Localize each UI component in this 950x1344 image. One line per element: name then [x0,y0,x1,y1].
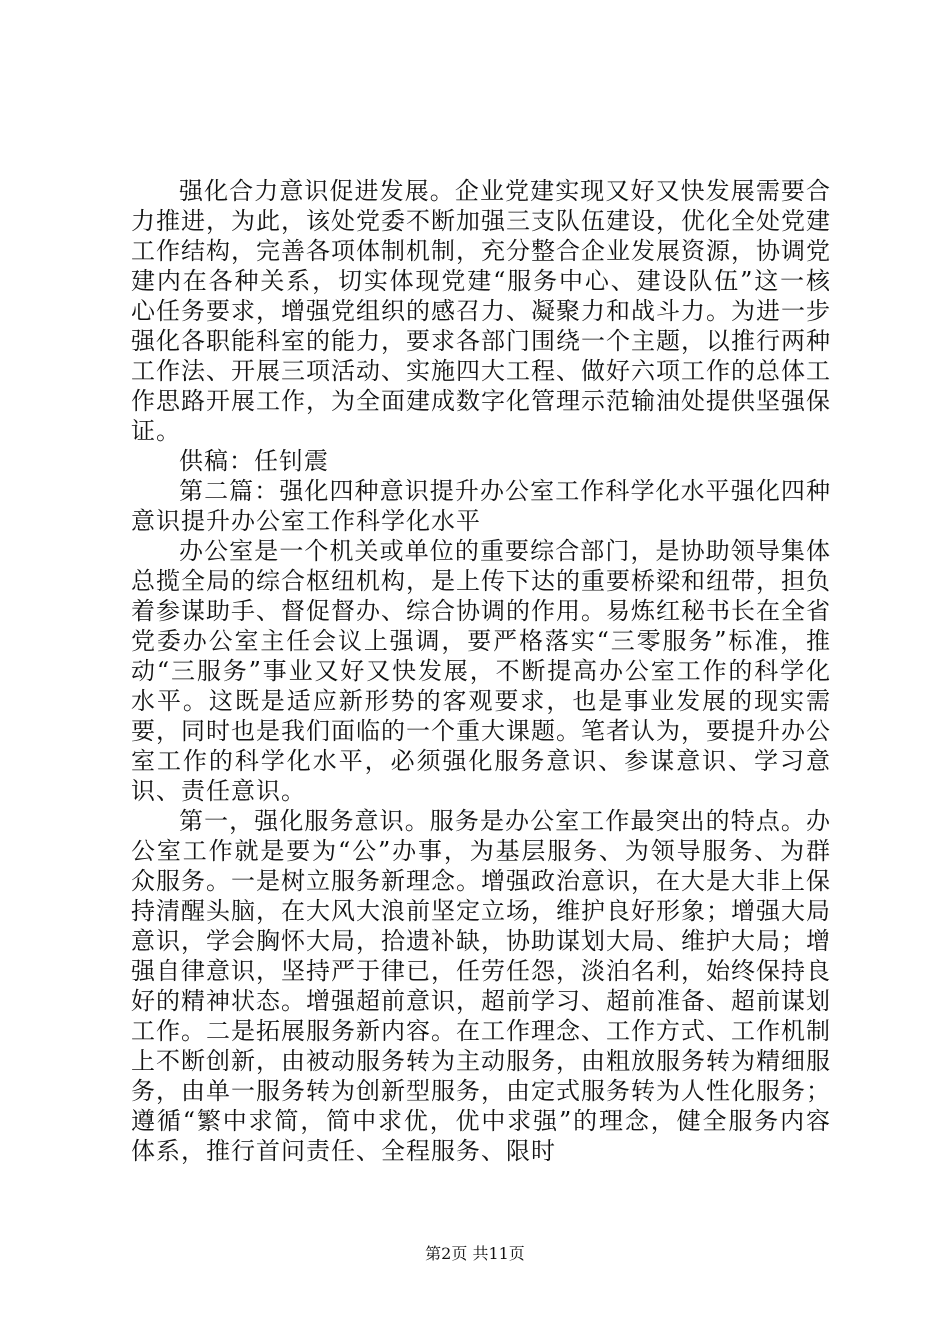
paragraph-joint-force: 强化合力意识促进发展。企业党建实现又好又快发展需要合力推进，为此，该处党委不断加强三支队伍建设，优化全处党建工作结构，完善各项体制机制，充分整合企业发展资源，协调党建内在各种关系，切实体现党建“服务中心、建设队伍”这一核心任务要求，增强党组织的感召力、凝聚力和战斗力。为进一步强化各职能科室的能力，要求各部门围绕一个主题，以推行两种工作法、开展三项活动、实施四大工程、做好六项工作的总体工作思路开展工作，为全面建成数字化管理示范输油处提供坚强保证。 [131,177,831,445]
document-body [131,176,831,1166]
page-number-footer: 第2页 共11页 [425,1244,525,1263]
paragraph-service-awareness: 第一，强化服务意识。服务是办公室工作最突出的特点。办公室工作就是要为“公”办事，为基层服务、为领导服务、为群众服务。一是树立服务新理念。增强政治意识，在大是大非上保持清醒头脑，在大风大浪前坚定立场，维护良好形象；增强大局意识，学会胸怀大局，拾遗补缺，协助谋划大局、维护大局；增强自律意识，坚持严于律已，任劳任怨，淡泊名利，始终保持良好的精神状态。增强超前意识，超前学习、超前准备、超前谋划工作。二是拓展服务新内容。在工作理念、工作方式、工作机制上不断创新，由被动服务转为主动服务，由粗放服务转为精细服务，由单一服务转为创新型服务，由定式服务转为人性化服务；遵循“繁中求简，简中求优，优中求强”的理念，健全服务内容体系，推行首问责任、全程服务、限时 [131,807,831,1165]
paragraph-contributor: 供稿：任钊震 [179,447,329,475]
paragraph-office-role: 办公室是一个机关或单位的重要综合部门，是协助领导集体总揽全局的综合枢纽机构，是上传下达的重要桥梁和纽带，担负着参谋助手、督促督办、综合协调的作用。易炼红秘书长在全省党委办公室主任会议上强调，要严格落实“三零服务”标准，推动“三服务”事业又好又快发展，不断提高办公室工作的科学化水平。这既是适应新形势的客观要求，也是事业发展的现实需要，同时也是我们面临的一个重大课题。笔者认为，要提升办公室工作的科学化水平，必须强化服务意识、参谋意识、学习意识、责任意识。 [131,537,831,805]
paragraph-chapter-title: 第二篇：强化四种意识提升办公室工作科学化水平强化四种意识提升办公室工作科学化水平 [131,477,831,535]
